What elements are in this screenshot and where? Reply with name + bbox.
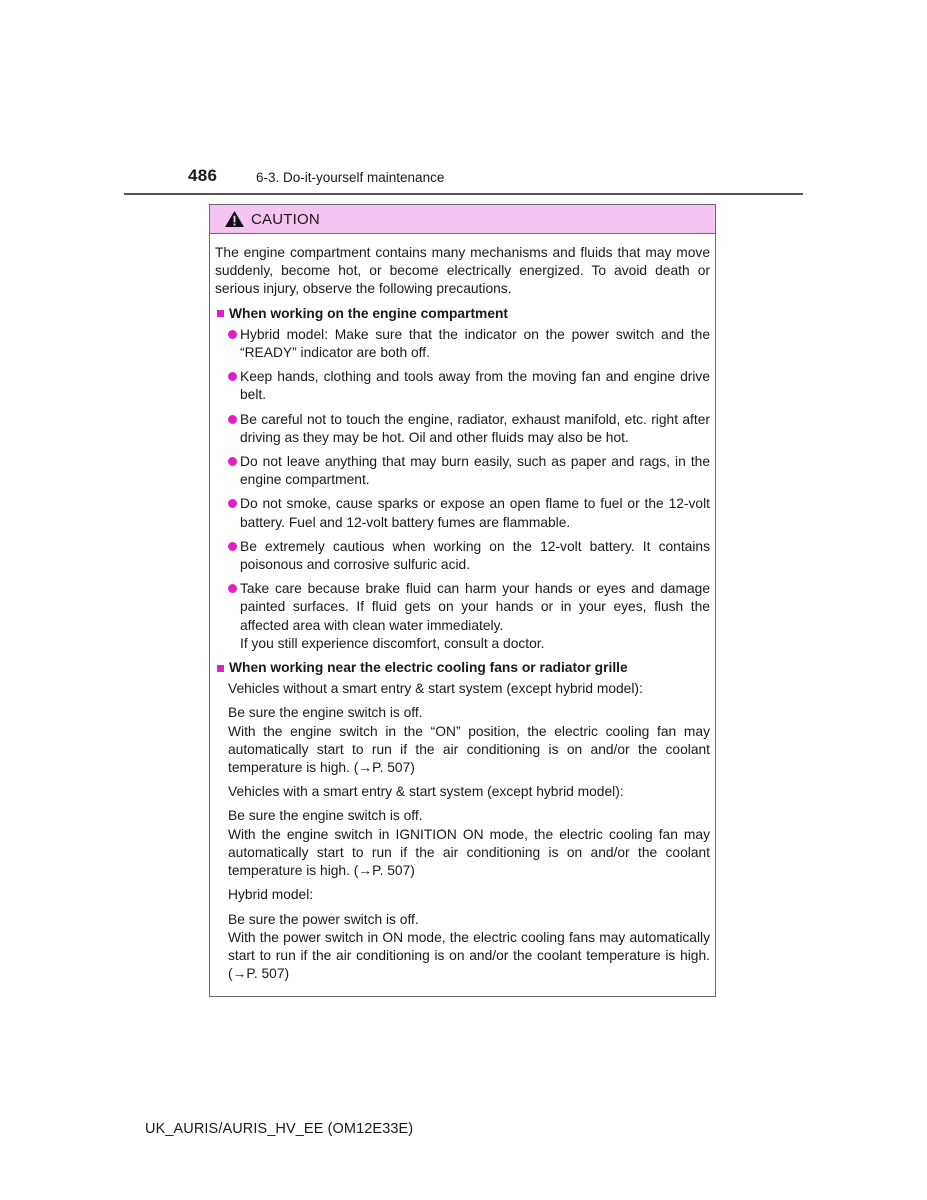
list-item-text: Do not smoke, cause sparks or expose an open flame to fuel or the 12-volt battery. Fuel and 12-volt battery fumes are flammable.: [240, 496, 710, 530]
paragraph-line: Be sure the engine switch is off.: [228, 808, 423, 824]
paragraph: Vehicles with a smart entry & start system (except hybrid model):: [228, 784, 624, 800]
bullet-dot-icon: [228, 584, 237, 593]
section-heading-text: When working near the electric cooling fans or radiator grille: [229, 660, 628, 676]
list-item: [215, 538, 710, 574]
paragraph-line: With the power switch in ON mode, the electric cooling fans may automatically start to run if the air conditioning is on and/or the coolant temperature is high. (→P. 507): [228, 929, 710, 982]
list-item-text: Keep hands, clothing and tools away from the moving fan and engine drive belt.: [240, 369, 710, 403]
list-item: [215, 580, 710, 653]
square-bullet-icon: [217, 310, 224, 317]
paragraph-line: Be sure the power switch is off.: [228, 911, 419, 927]
section-title: 6-3. Do-it-yourself maintenance: [256, 170, 445, 185]
square-bullet-icon: [217, 665, 224, 672]
list-item-note: If you still experience discomfort, consult a doctor.: [240, 635, 545, 651]
caution-intro: The engine compartment contains many mechanisms and fluids that may move suddenly, become hot, or become electrically energized. To avoid death or serious injury, observe the following precautions.: [215, 245, 710, 297]
warning-triangle-icon: [224, 210, 245, 228]
list-item-text: Take care because brake fluid can harm your hands or eyes and damage painted surfaces. If fluid gets on your hands or in your eyes, flush the affected area with clean water immediately.: [240, 581, 710, 633]
list-item-text: Be extremely cautious when working on the 12-volt battery. It contains poisonous and corrosive sulfuric acid.: [240, 538, 710, 573]
paragraph: Vehicles without a smart entry & start system (except hybrid model):: [228, 681, 643, 697]
page-header: [124, 166, 803, 195]
list-item-text: Do not leave anything that may burn easily, such as paper and rags, in the engine compartment.: [240, 454, 710, 488]
document-code: UK_AURIS/AURIS_HV_EE (OM12E33E): [145, 1121, 414, 1137]
list-item-text: Hybrid model: Make sure that the indicator on the power switch and the “READY” indicator are both off.: [240, 326, 710, 361]
paragraph: Hybrid model:: [228, 887, 314, 903]
list-item: [215, 411, 710, 447]
section-heading-text: When working on the engine compartment: [229, 305, 509, 321]
paragraph: [215, 911, 710, 984]
caution-header: [210, 205, 715, 234]
page-number: 486: [188, 166, 218, 185]
caution-title: CAUTION: [251, 210, 320, 228]
bullet-dot-icon: [228, 330, 237, 339]
paragraph: [215, 704, 710, 777]
bullet-dot-icon: [228, 372, 237, 381]
caution-body: [210, 234, 715, 983]
caution-box: [209, 204, 716, 997]
list-item: [215, 453, 710, 489]
list-item: [215, 326, 710, 362]
section-heading-cooling-fans: [215, 659, 710, 677]
list-item: [215, 495, 710, 531]
list-item: [215, 368, 710, 404]
bullet-dot-icon: [228, 499, 237, 508]
bullet-dot-icon: [228, 415, 237, 424]
list-item-text: Be careful not to touch the engine, radiator, exhaust manifold, etc. right after driving as they may be hot. Oil and other fluids may also be hot.: [240, 411, 710, 445]
paragraph-line: With the engine switch in the “ON” position, the electric cooling fan may automatically start to run if the air conditioning is on and/or the coolant temperature is high. (→P. 507): [228, 723, 710, 776]
paragraph-line: Be sure the engine switch is off.: [228, 705, 423, 721]
bullet-dot-icon: [228, 542, 237, 551]
paragraph: [215, 807, 710, 880]
paragraph-line: With the engine switch in IGNITION ON mode, the electric cooling fan may automatically start to run if the air conditioning is on and/or the coolant temperature is high. (→P. 507): [228, 826, 710, 879]
bullet-dot-icon: [228, 457, 237, 466]
section-heading-engine-compartment: [215, 305, 710, 323]
